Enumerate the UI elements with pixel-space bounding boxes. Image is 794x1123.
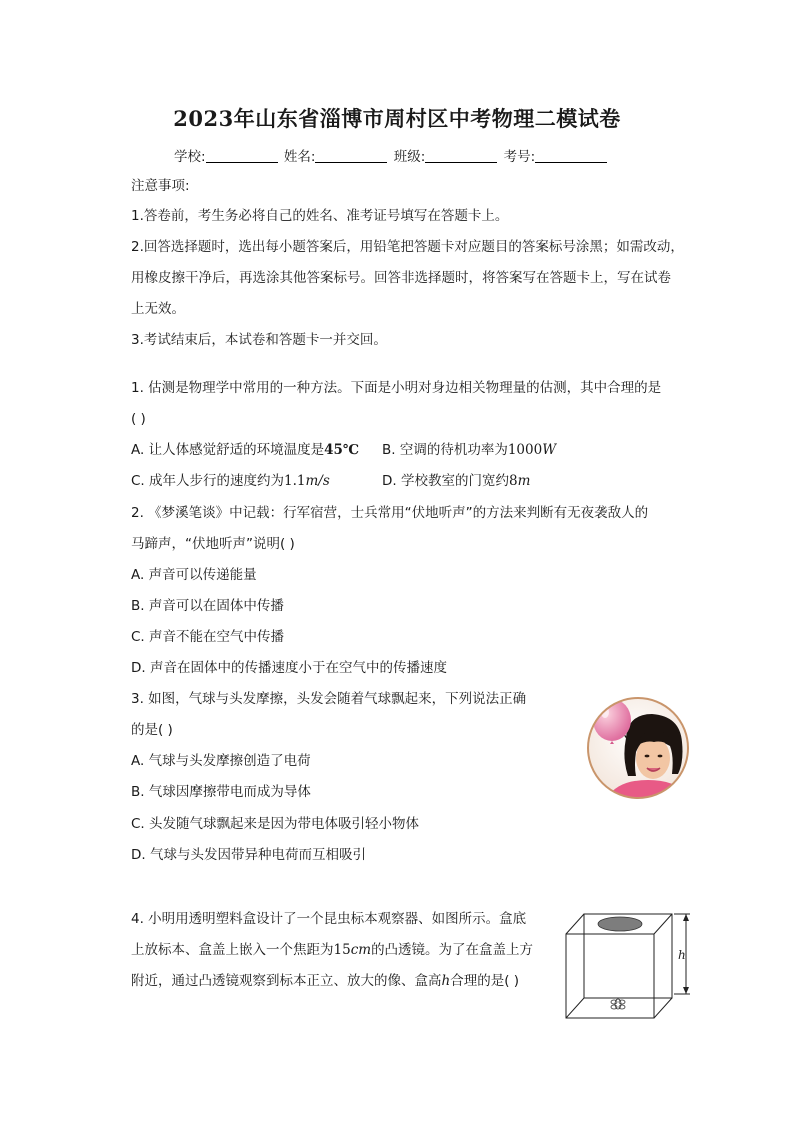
number-blank: [535, 148, 607, 163]
note-1: 1.答卷前，考生务必将自己的姓名、准考证号填写在答题卡上。: [131, 208, 509, 224]
balloon-hair-photo: [586, 696, 690, 800]
q1-option-a: A. 让人体感觉舒适的环境温度是45℃: [131, 442, 360, 458]
q1-stem-line-2: ( ): [131, 411, 146, 427]
note-2-line-1: 2.回答选择题时，选出每小题答案后，用铅笔把答题卡对应题目的答案标号涂黑；如需改动，: [131, 239, 684, 255]
q2-option-c: C. 声音不能在空气中传播: [131, 629, 285, 645]
q3-option-d: D. 气球与头发因带异种电荷而互相吸引: [131, 847, 366, 863]
q3-option-a: A. 气球与头发摩擦创造了电荷: [131, 753, 311, 769]
q4-stem-line-3: 附近，通过凸透镜观察到标本正立、放大的像、盒高h合理的是( ): [131, 973, 520, 989]
height-label: h: [678, 948, 686, 962]
note-2-line-2: 用橡皮擦干净后，再选涂其他答案标号。回答非选择题时，将答案写在答题卡上，写在试卷: [131, 270, 671, 286]
school-blank: [206, 148, 278, 163]
q2-stem-line-1: 2. 《梦溪笔谈》中记载：行军宿营，士兵常用“伏地听声”的方法来判断有无夜袭敌人的: [131, 505, 649, 521]
notes-heading: 注意事项:: [131, 178, 190, 194]
q1-option-b: B. 空调的待机功率为1000W: [382, 442, 557, 458]
q2-option-b: B. 声音可以在固体中传播: [131, 598, 284, 614]
name-blank: [315, 148, 387, 163]
class-blank: [425, 148, 497, 163]
note-2-line-3: 上无效。: [131, 301, 185, 317]
q3-option-b: B. 气球因摩擦带电而成为导体: [131, 784, 311, 800]
name-label: 姓名:: [283, 149, 316, 165]
q4-stem-line-2: 上放标本、盒盖上嵌入一个焦距为15cm的凸透镜。为了在盒盖上方: [131, 942, 534, 958]
insect-box-diagram: [560, 908, 696, 1022]
q3-option-c: C. 头发随气球飘起来是因为带电体吸引轻小物体: [131, 816, 420, 832]
q1-stem-line-1: 1. 估测是物理学中常用的一种方法。下面是小明对身边相关物理量的估测，其中合理的是: [131, 380, 662, 396]
q2-stem-line-2: 马蹄声，“伏地听声”说明( ): [131, 536, 295, 552]
page-title: 2023年山东省淄博市周村区中考物理二模试卷: [173, 106, 621, 131]
q2-option-d: D. 声音在固体中的传播速度小于在空气中的传播速度: [131, 660, 447, 676]
class-label: 班级:: [393, 149, 426, 165]
q1-option-c: C. 成年人步行的速度约为1.1m/s: [131, 473, 330, 489]
q4-stem-line-1: 4. 小明用透明塑料盒设计了一个昆虫标本观察器、如图所示。盒底: [131, 911, 527, 927]
student-info-row: [174, 145, 609, 165]
q3-stem-line-2: 的是( ): [131, 722, 173, 738]
school-label: 学校:: [174, 149, 206, 165]
number-label: 考号:: [503, 149, 536, 165]
q1-option-d: D. 学校教室的门宽约8m: [382, 473, 531, 489]
q2-option-a: A. 声音可以传递能量: [131, 567, 257, 583]
lens-icon: [598, 917, 642, 931]
insect-icon: [611, 999, 625, 1009]
q3-stem-line-1: 3. 如图，气球与头发摩擦，头发会随着气球飘起来，下列说法正确: [131, 691, 527, 707]
note-3: 3.考试结束后，本试卷和答题卡一并交回。: [131, 332, 387, 348]
